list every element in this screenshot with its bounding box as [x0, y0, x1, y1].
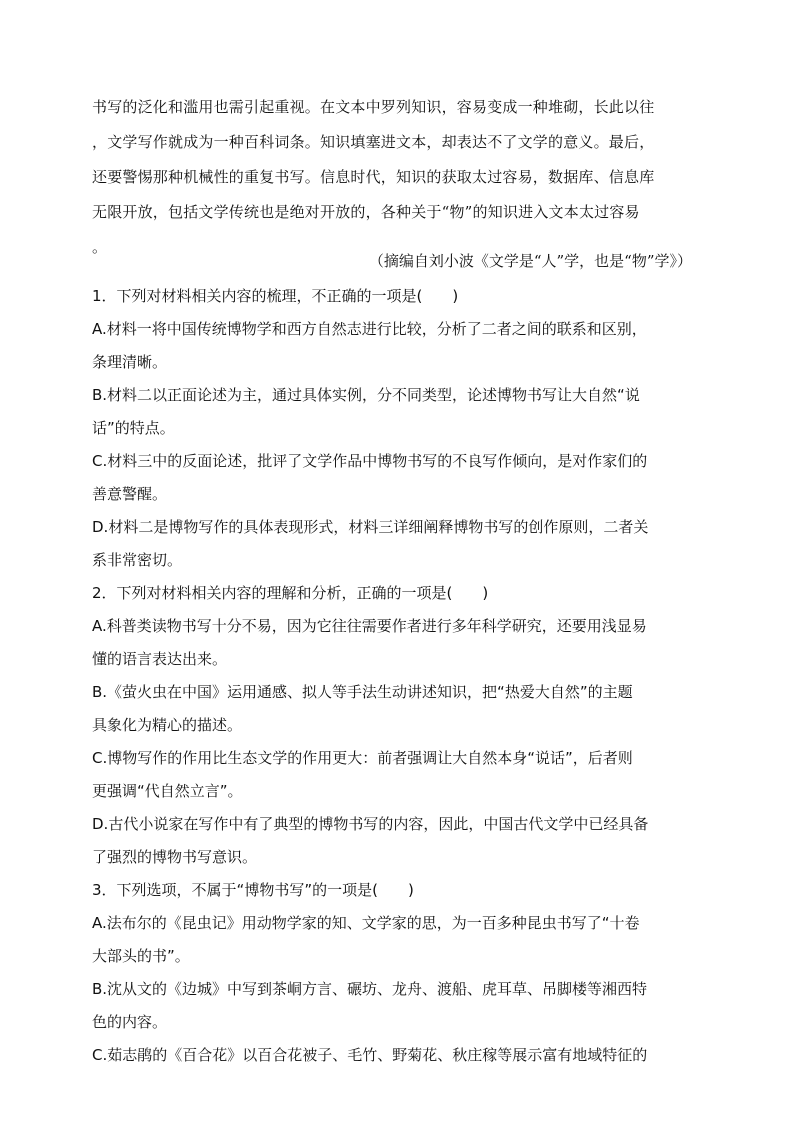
- question-2-option-c: C.博物写作的作用比生态文学的作用更大：前者强调让大自然本身“说话”，后者则: [92, 749, 633, 767]
- question-3-option-a-cont: 大部头的书”。: [92, 947, 190, 965]
- question-3-option-a: A.法布尔的《昆虫记》用动物学家的知、文学家的思，为一百多种昆虫书写了“十卷: [92, 914, 640, 932]
- passage-line: 书写的泛化和滥用也需引起重视。在文本中罗列知识，容易变成一种堆砌，长此以往: [92, 98, 655, 116]
- question-1-stem: 1．下列对材料相关内容的梳理，不正确的一项是( ): [92, 287, 459, 305]
- question-2-option-b-cont: 具象化为精心的描述。: [92, 716, 243, 734]
- question-1-option-a: A.材料一将中国传统博物学和西方自然志进行比较，分析了二者之间的联系和区别，: [92, 320, 647, 338]
- passage-line: 。: [92, 238, 108, 256]
- passage-line: 无限开放，包括文学传统也是绝对开放的，各种关于“物”的知识进入文本太过容易: [92, 203, 640, 221]
- source-citation: （摘编自刘小波《文学是“人”学，也是“物”学》）: [368, 252, 692, 270]
- passage-line: 还要警惕那种机械性的重复书写。信息时代，知识的获取太过容易，数据库、信息库: [92, 168, 655, 186]
- question-1-option-d: D.材料二是博物写作的具体表现形式，材料三详细阐释博物书写的创作原则，二者关: [92, 518, 649, 536]
- question-3-option-b: B.沈从文的《边城》中写到茶峒方言、碾坊、龙舟、渡船、虎耳草、吊脚楼等湘西特: [92, 980, 648, 998]
- question-2-option-a-cont: 懂的语言表达出来。: [92, 650, 228, 668]
- question-2-option-d: D.古代小说家在写作中有了典型的博物书写的内容，因此，中国古代文学中已经具备: [92, 815, 649, 833]
- question-2-option-a: A.科普类读物书写十分不易，因为它往往需要作者进行多年科学研究，还要用浅显易: [92, 617, 647, 635]
- passage-line: ，文学写作就成为一种百科词条。知识填塞进文本，却表达不了文学的意义。最后，: [92, 133, 655, 151]
- question-3-option-c: C.茹志鹃的《百合花》以百合花被子、毛竹、野菊花、秋庄稼等展示富有地域特征的: [92, 1046, 648, 1064]
- question-1-option-a-cont: 条理清晰。: [92, 353, 168, 371]
- question-3-stem: 3．下列选项，不属于“博物书写”的一项是( ): [92, 881, 414, 899]
- question-1-option-b-cont: 话”的特点。: [92, 419, 175, 437]
- question-1-option-d-cont: 系非常密切。: [92, 551, 183, 569]
- passage-excerpt: [92, 90, 692, 265]
- question-2-option-b: B.《萤火虫在中国》运用通感、拟人等手法生动讲述知识，把“热爱大自然”的主题: [92, 683, 633, 701]
- question-2-stem: 2．下列对材料相关内容的理解和分析，正确的一项是( ): [92, 584, 489, 602]
- question-1-option-b: B.材料二以正面论述为主，通过具体实例，分不同类型，论述博物书写让大自然“说: [92, 386, 640, 404]
- question-2-option-c-cont: 更强调“代自然立言”。: [92, 782, 243, 800]
- question-1-option-c: C.材料三中的反面论述，批评了文学作品中博物书写的不良写作倾向，是对作家们的: [92, 452, 648, 470]
- question-list: [92, 280, 692, 1072]
- question-3-option-b-cont: 色的内容。: [92, 1013, 168, 1031]
- question-1-option-c-cont: 善意警醒。: [92, 485, 168, 503]
- question-2-option-d-cont: 了强烈的博物书写意识。: [92, 848, 258, 866]
